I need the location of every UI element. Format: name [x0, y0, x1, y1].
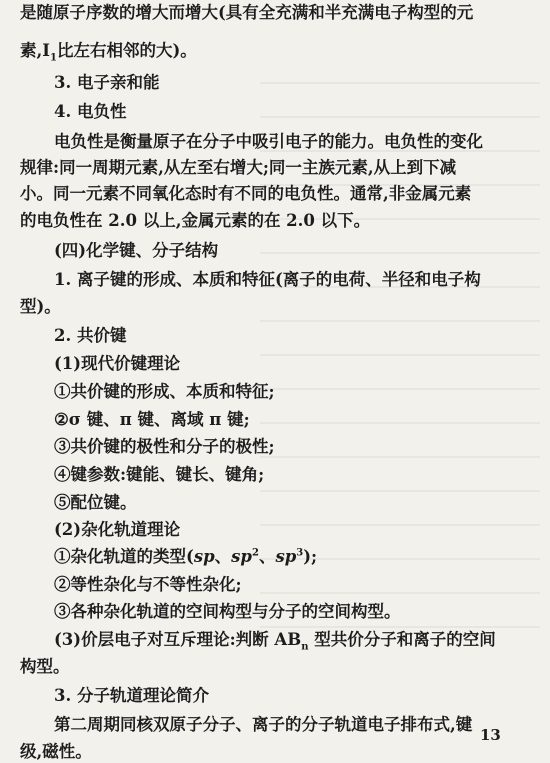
line-24: 构型。 — [20, 657, 70, 676]
section-4-heading: (四)化学键、分子结构 — [54, 241, 219, 260]
list-item-1: ①共价键的形成、本质和特征; — [54, 382, 275, 401]
list-item-3: ③共价键的极性和分子的极性; — [54, 437, 275, 456]
vsepr-line: (3)价层电子对互斥理论:判断 $AB_n$ 型共价分子和离子的空间 — [54, 630, 496, 653]
line-6: 规律:同一周期元素,从左至右增大;同一主族元素,从上到下减 — [20, 158, 457, 177]
page-number: 13 — [480, 726, 501, 744]
line-7: 小。同一元素不同氧化态时有不同的电负性。通常,非金属元素 — [20, 184, 472, 203]
list-item-hybrid-2: ②等性杂化与不等性杂化; — [54, 575, 242, 594]
heading-electron-affinity: 3. 电子亲和能 — [54, 73, 160, 92]
heading-covalent-bond: 2. 共价键 — [54, 326, 127, 345]
list-item-5: ⑤配位键。 — [54, 493, 137, 512]
list-item-2: ②σ 键、π 键、离域 π 键; — [54, 410, 250, 429]
line-5: 电负性是衡量原子在分子中吸引电子的能力。电负性的变化 — [54, 132, 483, 151]
line-2: 素$,I_1$比左右相邻的大)。 — [20, 41, 197, 64]
line-11: 型)。 — [20, 297, 61, 316]
subheading-valence-bond: (1)现代价键理论 — [54, 354, 181, 373]
subheading-hybrid-orbital: (2)杂化轨道理论 — [54, 520, 181, 539]
line-8: 的电负性在 2.0 以上,金属元素的在 2.0 以下。 — [20, 211, 371, 230]
heading-electronegativity: 4. 电负性 — [54, 102, 127, 121]
line-1: 是随原子序数的增大而增大(具有全充满和半充满电子构型的元 — [20, 3, 474, 22]
line-10: 1. 离子键的形成、本质和特征(离子的电荷、半径和电子构 — [54, 270, 481, 289]
heading-mo-theory: 3. 分子轨道理论简介 — [54, 686, 209, 705]
list-item-4: ④键参数:键能、键长、键角; — [54, 465, 265, 484]
line-26: 第二周期同核双原子分子、离子的分子轨道电子排布式,键 — [54, 715, 473, 734]
list-item-hybrid-1: ①杂化轨道的类型(sp、$sp^2$、$sp^3$); — [54, 547, 318, 566]
list-item-hybrid-3: ③各种杂化轨道的空间构型与分子的空间构型。 — [54, 602, 401, 621]
line-27: 级,磁性。 — [20, 742, 92, 761]
